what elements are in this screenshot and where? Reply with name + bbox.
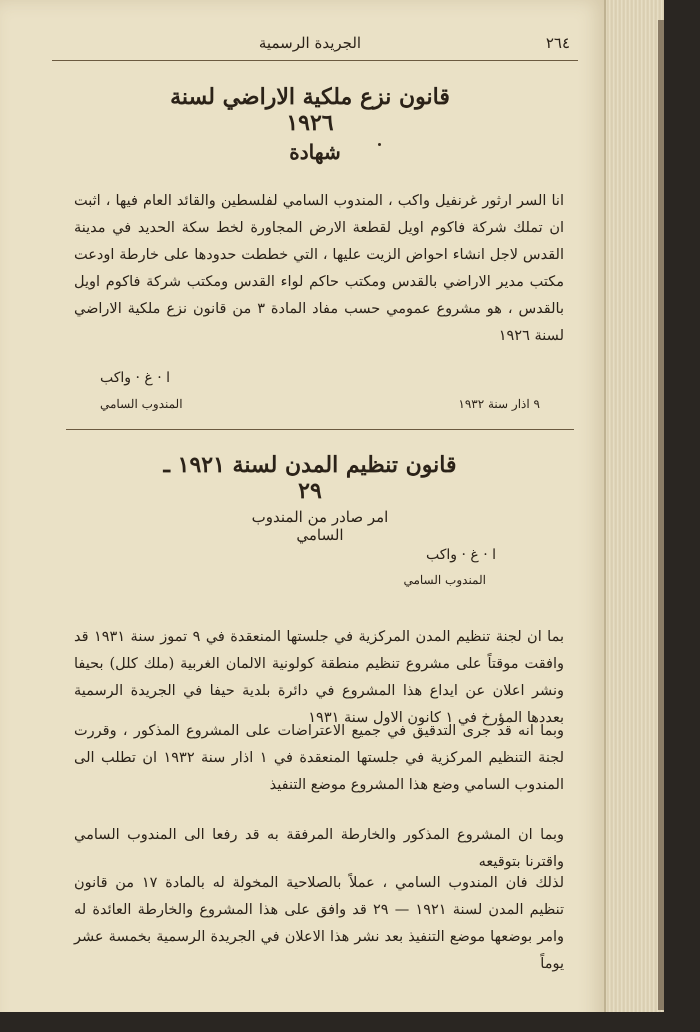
section-divider — [66, 429, 574, 430]
section1-date: ٩ اذار سنة ١٩٣٢ — [458, 397, 540, 411]
section1-paragraph: انا السر ارثور غرنفيل واكب ، المندوب السامي لفلسطين والقائد العام فيها ، اثبت ان تملك شركة فاكوم اويل لقطعة الارض المجاورة لخط سكة الحديد في مدينة القدس لاجل انشاء احواض الزيت عليها ، التي خططت حدودها على خارطة اودعت مكتب مدير الاراضي بالقدس ومكتب حاكم لواء القدس ومكتب شركة فاكوم اويل بالقدس ، هو مشروع عمومي حسب مفاد المادة ٣ من قانون نزع ملكية الاراضي لسنة ١٩٢٦ — [74, 193, 565, 344]
section2-title: قانون تنظيم المدن لسنة ١٩٢١ ـ ٢٩ — [163, 452, 457, 504]
page-edges — [604, 0, 664, 1032]
header-rule — [52, 60, 578, 61]
section1-signature-role: المندوب السامي — [100, 397, 183, 411]
section2-paragraph-4: لذلك فان المندوب السامي ، عملاً بالصلاحية المخولة له بالمادة ١٧ من قانون تنظيم المدن لسنة ١٩٢١ — ٢٩ قد وافق على هذا المشروع والخارطة العائدة له وامر بوضعها موضع التنفيذ بعد نشر هذا الاعلان في الجريدة الرسمية بخمسة عشر يوماً — [74, 875, 564, 972]
book-cover-edge — [658, 20, 664, 1010]
section2-signature-name: ا · غ · واكب — [425, 547, 496, 563]
running-header-title: الجريدة الرسمية — [258, 34, 362, 52]
page-number: ٢٦٤ — [545, 34, 570, 52]
section1-subtitle: شهادة — [289, 140, 341, 164]
section2-signature-role: المندوب السامي — [403, 573, 486, 587]
section2-paragraph-2: وبما انه قد جرى التدقيق في جميع الاعتراضات على المشروع المذكور ، وقررت لجنة التنظيم المركزية في جلستها المنعقدة في ١ اذار سنة ١٩٣٢ ان تطلب الى المندوب السامي وضع هذا المشروع موضع التنفيذ — [74, 723, 564, 793]
ink-mark — [378, 143, 381, 146]
section2-subtitle: امر صادر من المندوب السامي — [251, 508, 389, 544]
scan-background — [0, 1012, 700, 1032]
section2-paragraph-3: وبما ان المشروع المذكور والخارطة المرفقة به قد رفعا الى المندوب السامي واقترنا بتوقيعه — [74, 827, 564, 870]
section1-title: قانون نزع ملكية الاراضي لسنة ١٩٢٦ — [170, 84, 450, 136]
section1-signature-name: ا · غ · واكب — [100, 370, 171, 386]
section2-paragraph-1: بما ان لجنة تنظيم المدن المركزية في جلستها المنعقدة في ٩ تموز سنة ١٩٣١ قد وافقت موقتاً على مشروع تنظيم منطقة كولونية الالمان الغربية (ملك كلل) بحيفا ونشر اعلان عن ايداع هذا المشروع في دائرة بلدية حيفا في الجريدة الرسمية بعددها المؤرخ في ١ كانون الاول سنة ١٩٣١ — [74, 629, 564, 726]
